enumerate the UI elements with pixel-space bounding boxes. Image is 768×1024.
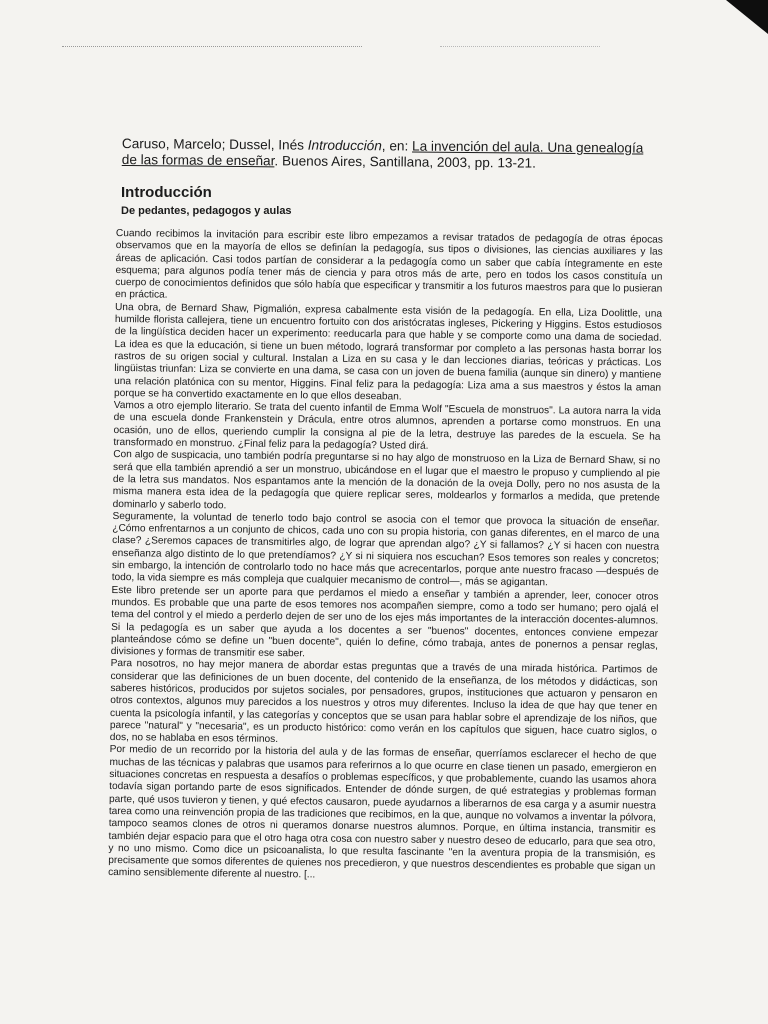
citation-intro-word: Introducción [307,137,382,154]
bibliographic-citation [122,136,662,173]
citation-authors: Caruso, Marcelo; Dussel, Inés [121,136,308,153]
chapter-subtitle: De pedantes, pedagogos y aulas [121,205,292,217]
chapter-title: Introducción [121,184,212,201]
scan-corner-mark [726,0,768,34]
paragraph: Una obra, de Bernard Shaw, Pigmalión, expresa cabalmente esta visión de la pedagogía. En ella, Liza Doolittle, una humilde florista callejera, tiene un encuentro fortuito con dos aristócratas ingleses, Pickering y Higgins. Estos estudiosos de la lingüística deciden hacer un experimento: reeducarla para que hable y se comporte como una dama de sociedad. La idea es que la educación, si tiene un buen método, logrará transformar por completo a las personas hasta borrar los rastros de su origen social y cultural. Instalan a Liza en su casa y le dan lecciones diarias, teóricas y prácticas. Los lingüistas triunfan: Liza se convierte en una dama, se casa con un joven de buena familia (aunque sin dinero) y mantiene una relación platónica con su mentor, Higgins. Final feliz para la pedagogía: Liza ama a sus maestros y éstos la aman porque se ha convertido exactamente en lo que ellos deseaban. [113,301,663,403]
paragraph: Vamos a otro ejemplo literario. Se trata del cuento infantil de Emma Wolf "Escuela de monstruos". La autora narra la vida de una escuela donde Frankenstein y Drácula, entre otros alumnos, aprenden a portarse como monstruos. En una ocasión, uno de ellos, queriendo cumplir la consigna al pie de la letra, destruye las paredes de la escuela. Se ha transformado en monstruo. ¿Final feliz para la pedagogía? Usted dirá. [113,400,661,452]
paragraph: Por medio de un recorrido por la historia del aula y de las formas de enseñar, querríamos esclarecer el hecho de que muchas de las técnicas y palabras que usamos para referirnos a lo que ocurre en clase tienen un pasado, emergieron en situaciones concretas en respuesta a desafíos o problemas específicos, y que probablemente, cuando las usamos ahora todavía sigan portando parte de esos significados. Entender de dónde surgen, de qué estrategias y problemas forman parte, qué usos tuvieron y tienen, y qué efectos causaron, puede ayudarnos a liberarnos de esa carga y a asumir nuestra tarea como una reinvención propia de las tradiciones que recibimos, en la que, aunque no volvamos a inventar la pólvora, tampoco seamos clones de otros ni queramos donarse nuestros alumnos. Porque, en última instancia, transmitir es también dejar espacio para que el otro haga otra cosa con nuestro saber y nuestro deseo de educarlo, para que sea otro, y no uno mismo. Como dice un psicoanalista, lo que resulta fascinante "en la aventura propia de la transmisión, es precisamente que somos diferentes de quienes nos precedieron, y que nuestros descendientes es probable que sigan un camino sensiblemente diferente al nuestro. [... [108,744,657,881]
paragraph: Para nosotros, no hay mejor manera de abordar estas preguntas que a través de una mirada histórica. Partimos de considerar que las definiciones de un buen docente, del contenido de la enseñanza, de los métodos y didácticas, son saberes históricos, producidos por sujetos sociales, por pensadores, grupos, instituciones que actuaron y pensaron en otros contextos, algunos muy parecidos a los nuestros y otros muy diferentes. Incluso la idea de que hay que tener en cuenta la psicología infantil, y las categorías y conceptos que se usan para hablar sobre el aprendizaje de los niños, que parece "natural" y "necesaria", es un producto histórico: como verán en los capítulos que siguen, hace cuatro siglos, o dos, no se hablaba en esos términos. [109,658,658,746]
paragraph: Con algo de suspicacia, uno también podría preguntarse si no hay algo de monstruoso en la Liza de Bernard Shaw, si no será que ella también aprendió a ser un monstruo, ubicándose en el lugar que el maestro le propuso y cumpliendo al pie de la letra sus mandatos. Nos espantamos ante la mención de la donación de la oveja Dolly, pero no nos asusta de la misma manera esta idea de la pedagogía que quiere replicar seres, moldearlos y formarlos a medida, que pretende dominarlo y saberlo todo. [112,449,661,511]
citation-publisher: . Buenos Aires, Santillana, 2003, pp. 13-21. [274,153,536,171]
scan-noise-line [440,46,600,53]
citation-book-title: La invención del aula. Una genealogía de las formas de enseñar [121,138,644,169]
paragraph: Seguramente, la voluntad de tenerlo todo bajo control se asocia con el temor que provoca la situación de enseñar. ¿Cómo enfrentarnos a un conjunto de chicos, cada uno con su propia historia, con ganas diferentes, en el marco de una clase? ¿Seremos capaces de transmitirles algo, de lograr que aprendan algo? ¿Y si fallamos? ¿Y si hacen con nuestra enseñanza algo distinto de lo que pretendíamos? ¿Y si ni siquiera nos escuchan? Esos temores son reales y concretos; sin embargo, la intención de controlarlo todo no hace más que acrecentarlos, porque ante nuestro fracaso —después de todo, la vida siempre es más compleja que cualquier mecanismo de control—, más se agigantan. [111,510,660,589]
body-text [108,228,663,886]
paragraph: Cuando recibimos la invitación para escribir este libro empezamos a revisar tratados de pedagogía de otras épocas observamos que en la mayoría de ellos se definían la pedagogía, sus tipos o divisiones, las ciencias auxiliares y las áreas de aplicación. Casi todos partían de considerar a la pedagogía como un saber que cabía íntegramente en este esquema; para algunos podía tener más de ciencia y para otros más de arte, pero en todos los casos constituía un cuerpo de conocimientos definidos que sólo había que especificar y transmitir a los futuros maestros para que lo pusieran en práctica. [115,228,663,302]
scan-noise-line [62,46,362,53]
paragraph: Este libro pretende ser un aporte para que perdamos el miedo a enseñar y también a aprender, leer, conocer otros mundos. Es probable que una parte de esos temores nos acompañen siempre, como a todo ser humano; pero ojalá el tema del control y el miedo a perderlo dejen de ser uno de los ejes más importantes de la interacción docentes-alumnos. Si la pedagogía es un saber que ayuda a los docentes a ser "buenos" docentes, entonces conviene empezar planteándose cómo se define un "buen docente", quién lo define, cómo trabaja, antes de ponernos a pensar reglas, divisiones y formas de transmitir ese saber. [110,584,659,660]
citation-en: , en: [381,138,413,154]
